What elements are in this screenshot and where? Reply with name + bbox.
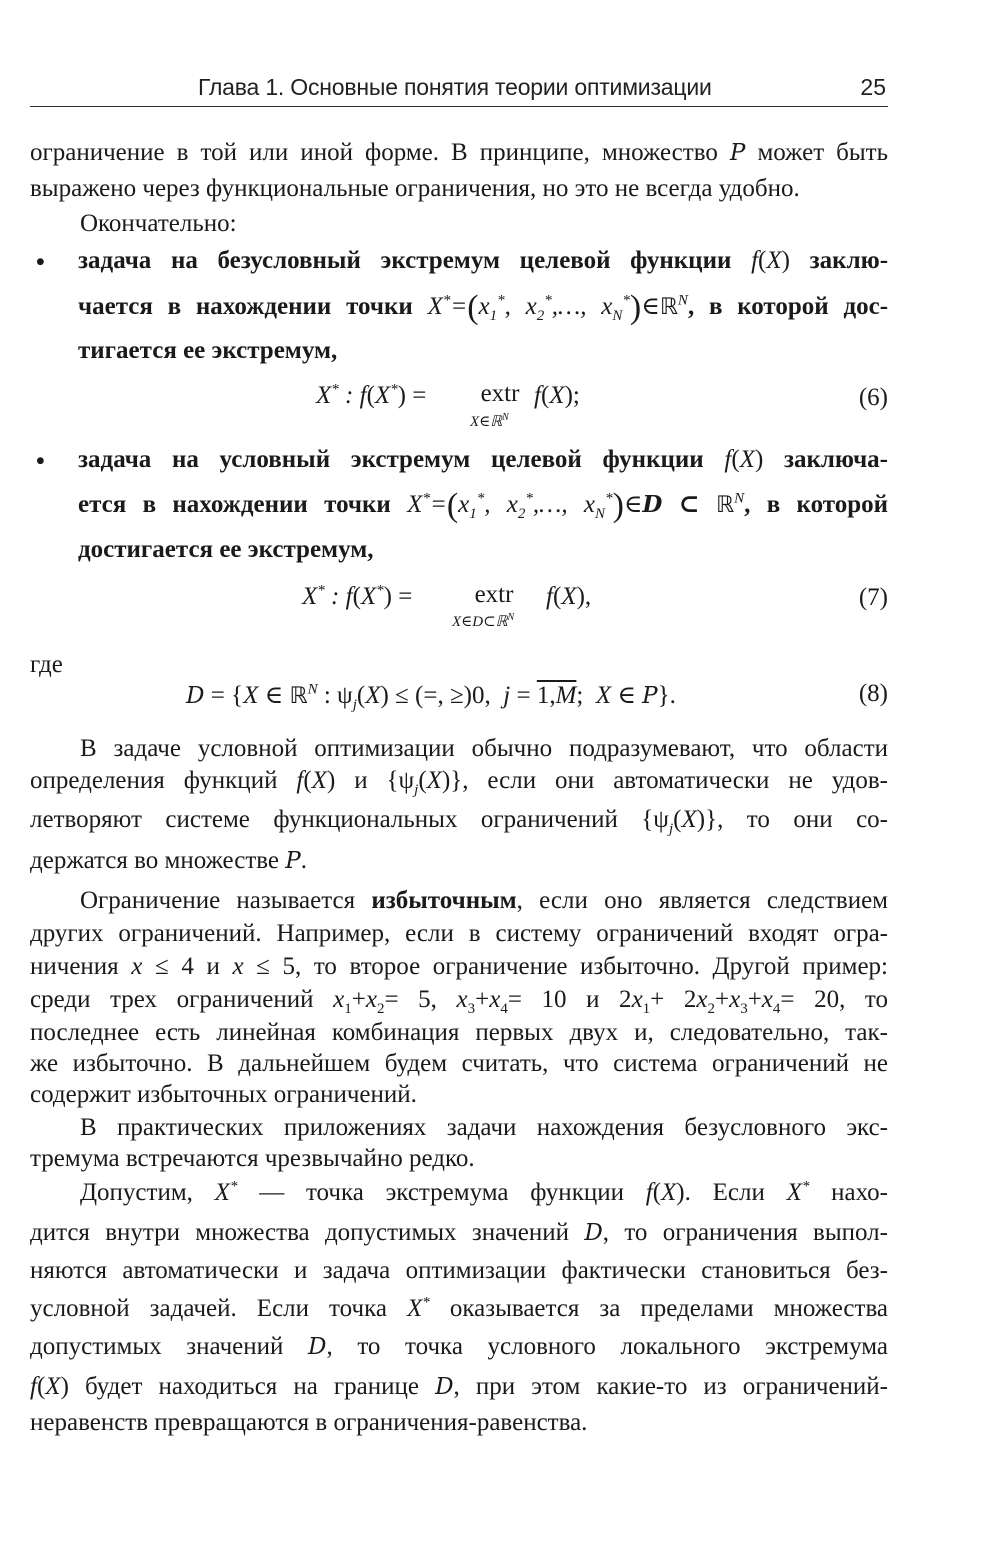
equation-number-8: (8) bbox=[858, 680, 888, 707]
text-line: няются автоматически и задача оптимизации фактически становиться без- bbox=[30, 1257, 888, 1284]
math-set-p: P bbox=[729, 140, 746, 166]
text-line: ограничение в той или иной форме. В принципе, множество P может быть bbox=[30, 139, 889, 166]
text-line: Ограничение называется избыточным, если оно является следствием bbox=[80, 887, 888, 914]
equation-6: X* : f(X*) = bbox=[316, 381, 427, 409]
text-line: же избыточно. В дальнейшем будем считать, что система ограничений не bbox=[30, 1050, 888, 1077]
extr-operator: extr bbox=[474, 581, 514, 608]
extr-operator: extr bbox=[480, 380, 520, 407]
text-line: неравенств превращаются в ограничения-равенства. bbox=[30, 1409, 588, 1436]
text-line: среди трех ограничений $x_1+x_2= 5$, $x_3+x_4= 10$ и $2x_1+ 2x_2+x_3+x_4= 20$, то bbox=[30, 986, 889, 1017]
extr-subscript: X∈ℝ$^N$ bbox=[470, 412, 509, 430]
text-line: других ограничений. Например, если в систему ограничений входят огра- bbox=[30, 920, 888, 947]
bold-term: избыточным bbox=[371, 887, 517, 914]
equation-8: D = {X ∈ ℝ$^N$ : $\psi_j(X)$ ≤ (=, ≥)0, j = 1,M; X ∈ P}. bbox=[186, 681, 676, 713]
text-line: летворяют системе функциональных ограничений $\{\psi_j(X)\}$, то они со- bbox=[30, 806, 889, 837]
bullet2-line: достигается ее экстремум, bbox=[78, 536, 374, 563]
extr-subscript: X∈D⊂ℝ$^N$ bbox=[452, 612, 515, 630]
equation-number-6: (6) bbox=[858, 384, 888, 411]
text-line: условной задачей. Если точка X* оказывается за пределами множества bbox=[30, 1294, 889, 1322]
chapter-title: Глава 1. Основные понятия теории оптимизации bbox=[198, 74, 712, 100]
text-line: Допустим, X* — точка экстремума функции f(X). Если X* нахо- bbox=[80, 1178, 888, 1206]
text-line: определения функций f(X) и $\{\psi_j(X)\}$, если они автоматически не удов- bbox=[30, 767, 889, 798]
bullet-marker: • bbox=[36, 249, 45, 276]
text-line: дится внутри множества допустимых значений D, то ограничения выпол- bbox=[30, 1219, 888, 1246]
finally-label: Окончательно: bbox=[80, 210, 237, 237]
bullet2-line: ется в нахождении точки $X^*=(x_1^*$, $x_2^*,\dots$, $x_N^*)\in D$ ⊂ ℝ$^N$, в которой bbox=[78, 487, 889, 524]
text-line: выражено через функциональные ограничения, но это не всегда удобно. bbox=[30, 175, 800, 202]
bullet-marker: • bbox=[36, 448, 45, 475]
bullet1-line: тигается ее экстремум, bbox=[78, 337, 338, 364]
text-line: ничения x ≤ 4 и x ≤ 5, то второе ограничение избыточно. Другой пример: bbox=[30, 953, 888, 980]
bullet1-line: чается в нахождении точки $X^*=(x_1^*$, $x_2^*,\dots$, $x_N^*)\in ℝ^N$, в которой дос- bbox=[78, 289, 889, 326]
equation-7-rhs: f(X), bbox=[546, 583, 592, 610]
text-line: тремума встречаются чрезвычайно редко. bbox=[30, 1145, 475, 1172]
where-label: где bbox=[30, 651, 63, 678]
equation-6-rhs: f(X); bbox=[534, 382, 580, 409]
text-line: последнее есть линейная комбинация первых двух и, следовательно, так- bbox=[30, 1019, 888, 1046]
page-number: 25 bbox=[860, 74, 886, 100]
bullet2-line: задача на условный экстремум целевой функции f(X) заключа- bbox=[78, 446, 889, 473]
equation-number-7: (7) bbox=[858, 584, 888, 611]
text-line: содержит избыточных ограничений. bbox=[30, 1081, 417, 1108]
bullet1-line: задача на безусловный экстремум целевой функции f(X) заклю- bbox=[78, 247, 889, 274]
text-line: f(X) будет находиться на границе D, при этом какие-то из ограничений- bbox=[30, 1373, 888, 1400]
text-line: держатся во множестве P. bbox=[30, 847, 307, 874]
text-line: В задаче условной оптимизации обычно подразумевают, что области bbox=[80, 735, 888, 762]
running-header bbox=[30, 72, 888, 107]
text-line: допустимых значений D, то точка условного локального экстремума bbox=[30, 1333, 889, 1360]
equation-7: X* : f(X*) = bbox=[302, 582, 413, 610]
text-line: В практических приложениях задачи нахождения безусловного экс- bbox=[80, 1114, 888, 1141]
